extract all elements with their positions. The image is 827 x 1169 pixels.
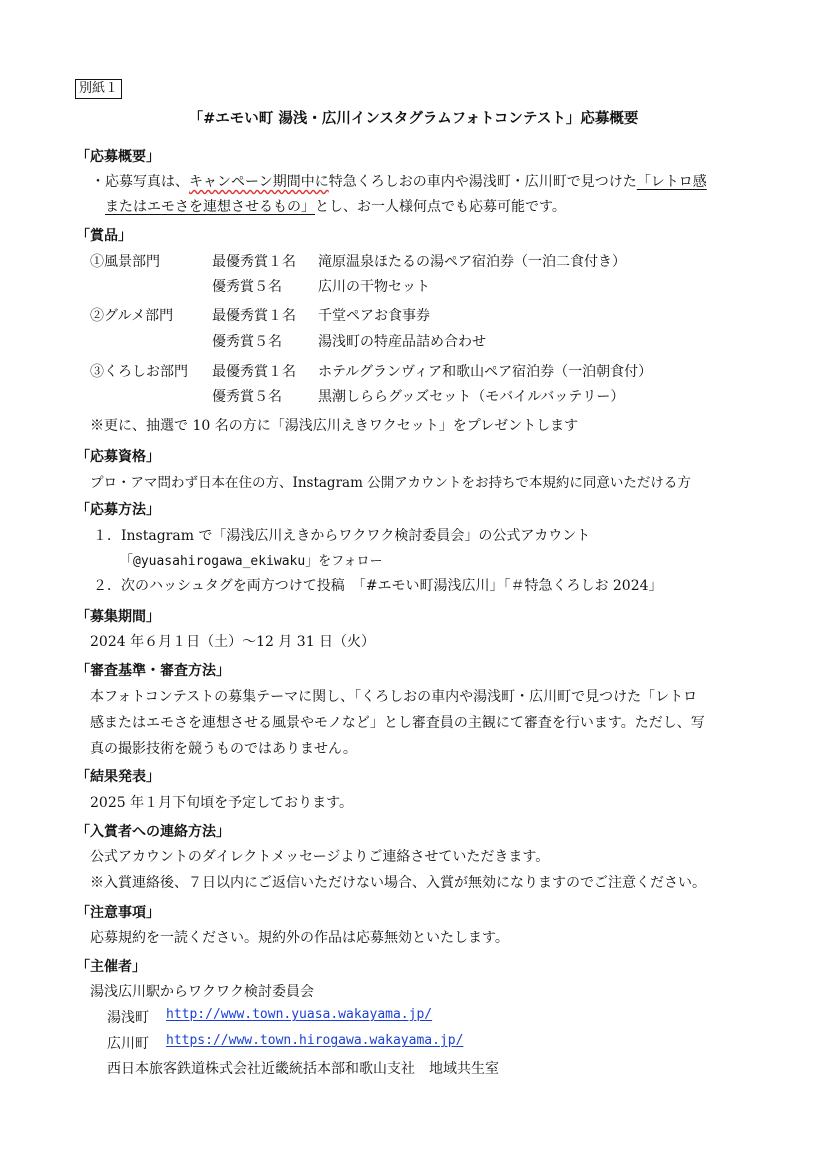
prizes-heading: 「賞品」 — [76, 228, 132, 244]
period-text: 2024 年６月１日（土）～12 月 31 日（火） — [90, 634, 376, 650]
prize-rank: 最優秀賞１名 — [212, 308, 296, 324]
eligibility-text: プロ・アマ問わず日本在住の方、Instagram 公開アカウントをお持ちで本規約に同意いただける方 — [90, 475, 691, 491]
overview-text: とし、お一人様何点でも応募可能です。 — [315, 199, 566, 215]
prize-item: 千堂ペアお食事券 — [318, 308, 430, 324]
criteria-heading: 「審査基準・審査方法」 — [76, 663, 230, 679]
prize-rank: 優秀賞５名 — [212, 279, 282, 295]
prize-category: ①風景部門 — [90, 254, 160, 270]
prize-item: 湯浅町の特産品詰め合わせ — [318, 334, 486, 350]
results-text: 2025 年１月下旬頃を予定しております。 — [90, 795, 353, 811]
notes-heading: 「注意事項」 — [76, 905, 160, 921]
method-heading: 「応募方法」 — [76, 502, 160, 518]
prize-item: 広川の干物セット — [318, 279, 430, 295]
overview-emo-phrase: またはエモさを連想させるもの」 — [105, 199, 315, 215]
organizer-heading: 「主催者」 — [76, 959, 146, 975]
period-heading: 「募集期間」 — [76, 609, 160, 625]
hirogawa-town-link[interactable]: https://www.town.hirogawa.wakayama.jp/ — [166, 1033, 464, 1048]
method-step-1: １．Instagram で「湯浅広川えきからワクワク検討委員会」の公式アカウント — [93, 528, 591, 544]
contact-line-2: ※入賞連絡後、７日以内にご返信いただけない場合、入賞が無効になりますのでご注意ください。 — [90, 875, 706, 891]
prize-rank: 優秀賞５名 — [212, 389, 282, 405]
method-follow-account: 「@yuasahirogawa_ekiwaku」をフォロー — [120, 554, 383, 569]
prize-category: ③くろしお部門 — [90, 364, 188, 380]
overview-line-2 — [105, 196, 566, 216]
overview-heading: 「応募概要」 — [76, 149, 160, 165]
contact-line-1: 公式アカウントのダイレクトメッセージよりご連絡させていただきます。 — [90, 849, 550, 865]
overview-text: 特急くろしおの車内や湯浅町・広川町で見つけた — [328, 174, 637, 190]
prize-category: ②グルメ部門 — [90, 308, 174, 324]
contact-heading: 「入賞者への連絡方法」 — [76, 824, 230, 840]
prize-item: ホテルグランヴィア和歌山ペア宿泊券（一泊朝食付） — [318, 364, 653, 380]
prize-item: 黒潮しららグッズセット（モバイルバッテリー） — [318, 389, 625, 405]
attachment-tag: 別紙１ — [75, 79, 122, 99]
criteria-line-2: 感またはエモさを連想させる風景やモノなど」とし審査員の主観にて審査を行います。ただし、写 — [90, 715, 705, 731]
overview-line-1 — [91, 171, 707, 191]
prize-rank: 最優秀賞１名 — [212, 254, 296, 270]
prize-rank: 優秀賞５名 — [212, 334, 282, 350]
eligibility-heading: 「応募資格」 — [76, 449, 160, 465]
organizer-jr-west: 西日本旅客鉄道株式会社近畿統括本部和歌山支社 地域共生室 — [107, 1061, 499, 1077]
notes-text: 応募規約を一読ください。規約外の作品は応募無効といたします。 — [90, 930, 509, 946]
prize-rank: 最優秀賞１名 — [212, 364, 296, 380]
overview-text: ・応募写真は、 — [91, 174, 189, 190]
organizer-yuasa-label: 湯浅町 — [107, 1010, 149, 1026]
overview-campaign-period: キャンペーン期間中に — [189, 174, 329, 190]
prize-note: ※更に、抽選で 10 名の方に「湯浅広川えきワクセット」をプレゼントします — [90, 418, 579, 434]
criteria-line-1: 本フォトコンテストの募集テーマに関し、「くろしおの車内や湯浅町・広川町で見つけた「レトロ — [90, 689, 698, 705]
organizer-name: 湯浅広川駅からワクワク検討委員会 — [90, 984, 314, 1000]
yuasa-town-link[interactable]: http://www.town.yuasa.wakayama.jp/ — [166, 1007, 433, 1022]
method-step-2: ２．次のハッシュタグを両方つけて投稿 「#エモい町湯浅広川」「＃特急くろしお 2024」 — [93, 578, 663, 594]
document-title: 「#エモい町 湯浅・広川インスタグラムフォトコンテスト」応募概要 — [188, 111, 639, 127]
overview-retro-phrase: 「レトロ感 — [636, 174, 707, 190]
results-heading: 「結果発表」 — [76, 769, 160, 785]
criteria-line-3: 真の撮影技術を競うものではありません。 — [90, 741, 357, 757]
prize-item: 滝原温泉ほたるの湯ペア宿泊券（一泊二食付き） — [318, 254, 626, 270]
organizer-hirogawa-label: 広川町 — [107, 1036, 149, 1052]
